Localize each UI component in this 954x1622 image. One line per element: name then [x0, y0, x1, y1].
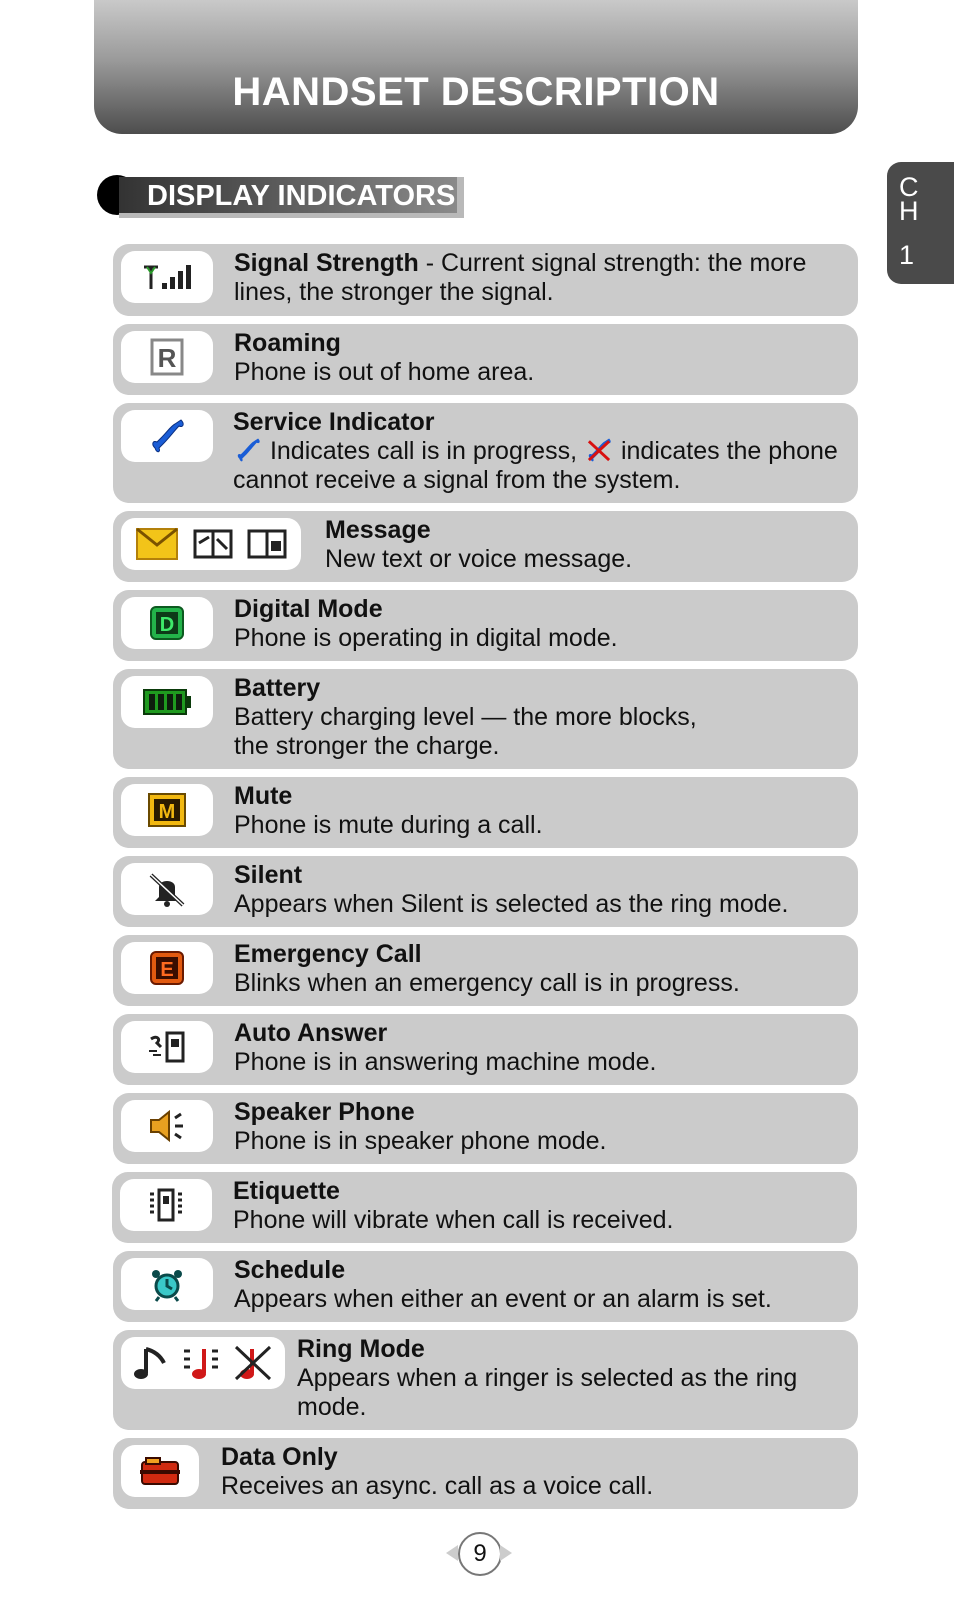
indicator-row-message: [113, 511, 858, 582]
page-number-left-arrow: [446, 1545, 458, 1561]
indicator-row-mute: [113, 777, 858, 848]
indicator-row-digital: [113, 590, 858, 661]
indicator-description-line1: Battery charging level — the more blocks,: [234, 703, 697, 731]
service-desc-before: Indicates call is in progress,: [269, 437, 578, 465]
indicator-row-data: [113, 1438, 858, 1509]
svg-text:M: M: [158, 801, 176, 823]
data-icon: [121, 1445, 199, 1497]
section-title: DISPLAY INDICATORS: [147, 180, 456, 212]
svg-text:R: R: [157, 343, 177, 373]
indicator-title: Roaming: [234, 329, 341, 357]
indicator-title: Battery: [234, 674, 321, 702]
indicator-row-ring: [113, 1330, 858, 1430]
indicator-description: Phone is mute during a call.: [234, 811, 543, 839]
indicator-text: [233, 408, 844, 495]
indicator-text: [325, 516, 844, 574]
page-number: 9: [458, 1532, 502, 1576]
indicator-text: [234, 249, 844, 307]
indicator-description: Blinks when an emergency call is in progress.: [234, 969, 740, 997]
indicator-title: Etiquette: [233, 1177, 340, 1205]
indicator-description: Appears when a ringer is selected as the ring mode.: [297, 1364, 798, 1421]
indicator-description: Phone is in speaker phone mode.: [234, 1127, 607, 1155]
vibrate-icon: [120, 1179, 212, 1231]
indicator-text: [221, 1443, 844, 1501]
indicator-title: Emergency Call: [234, 940, 422, 968]
indicator-text: [297, 1335, 844, 1422]
chapter-tab: [887, 162, 954, 284]
indicator-description: Phone is operating in digital mode.: [234, 624, 618, 652]
indicator-title: Silent: [234, 861, 303, 889]
indicator-description: Appears when either an event or an alarm is set.: [234, 1285, 772, 1313]
indicator-row-roaming: [113, 324, 858, 395]
mute-icon: [121, 784, 213, 836]
indicator-description: Phone is out of home area.: [234, 358, 535, 386]
service-desc-after: indicates the phone cannot receive a signal from the system.: [233, 437, 838, 494]
indicator-text: [234, 329, 844, 387]
page-header: [94, 0, 858, 134]
indicator-text: [234, 595, 844, 653]
message-icon: [121, 518, 301, 570]
emergency-icon: [121, 942, 213, 994]
indicator-text: [234, 674, 844, 761]
indicator-title: Signal Strength: [234, 249, 419, 277]
chapter-tab-letter-h: H: [899, 196, 919, 226]
indicator-description: Phone will vibrate when call is received.: [233, 1206, 674, 1234]
indicator-text: [234, 1098, 844, 1156]
ring-icon: [121, 1337, 285, 1389]
page-title: HANDSET DESCRIPTION: [232, 70, 720, 114]
indicator-description: Receives an async. call as a voice call.: [221, 1472, 654, 1500]
indicator-description: New text or voice message.: [325, 545, 633, 573]
indicator-description: Appears when Silent is selected as the ring mode.: [234, 890, 789, 918]
indicator-row-signal: [113, 244, 858, 316]
indicator-description: Phone is in answering machine mode.: [234, 1048, 657, 1076]
indicator-title: Speaker Phone: [234, 1098, 415, 1126]
page-number-right-arrow: [500, 1545, 512, 1561]
indicator-title: Digital Mode: [234, 595, 383, 623]
page-number-badge: [452, 1532, 506, 1574]
indicator-row-speaker: [113, 1093, 858, 1164]
svg-text:D: D: [159, 614, 175, 636]
indicator-title: Schedule: [234, 1256, 346, 1284]
silent-icon: [121, 863, 213, 915]
indicator-description: - Current signal strength: the more lines, the stronger the signal.: [234, 249, 807, 306]
digital-icon: [121, 597, 213, 649]
call-in-progress-icon: [233, 437, 263, 463]
indicator-text: [234, 1019, 844, 1077]
indicator-title: Auto Answer: [234, 1019, 388, 1047]
indicator-row-schedule: [113, 1251, 858, 1322]
indicator-text: [233, 1177, 843, 1235]
indicator-title: Data Only: [221, 1443, 338, 1471]
indicator-title: Ring Mode: [297, 1335, 425, 1363]
indicator-text: [234, 940, 844, 998]
service-icon: [121, 410, 213, 462]
section-heading: [97, 175, 467, 217]
indicator-row-etiquette: [112, 1172, 857, 1243]
indicator-row-battery: [113, 669, 858, 769]
alarm-icon: [121, 1258, 213, 1310]
signal-icon: [121, 251, 213, 303]
indicator-description: [233, 437, 844, 495]
chapter-tab-letter-c: C: [899, 172, 919, 202]
chapter-tab-number: 1: [899, 240, 915, 270]
svg-text:E: E: [160, 959, 174, 981]
speaker-icon: [121, 1100, 213, 1152]
indicator-text: [234, 782, 844, 840]
indicator-text: [234, 861, 844, 919]
roaming-icon: [121, 331, 213, 383]
no-service-icon: [584, 437, 614, 463]
indicator-title: Service Indicator: [233, 408, 435, 436]
battery-icon: [121, 676, 213, 728]
indicator-row-auto-answer: [113, 1014, 858, 1085]
indicator-title: Mute: [234, 782, 293, 810]
indicator-text: [234, 1256, 844, 1314]
indicator-description-line2: the stronger the charge.: [234, 732, 500, 760]
auto-answer-icon: [121, 1021, 213, 1073]
indicator-row-service: [113, 403, 858, 503]
indicator-row-emergency: [113, 935, 858, 1006]
indicator-title: Message: [325, 516, 431, 544]
indicator-row-silent: [113, 856, 858, 927]
